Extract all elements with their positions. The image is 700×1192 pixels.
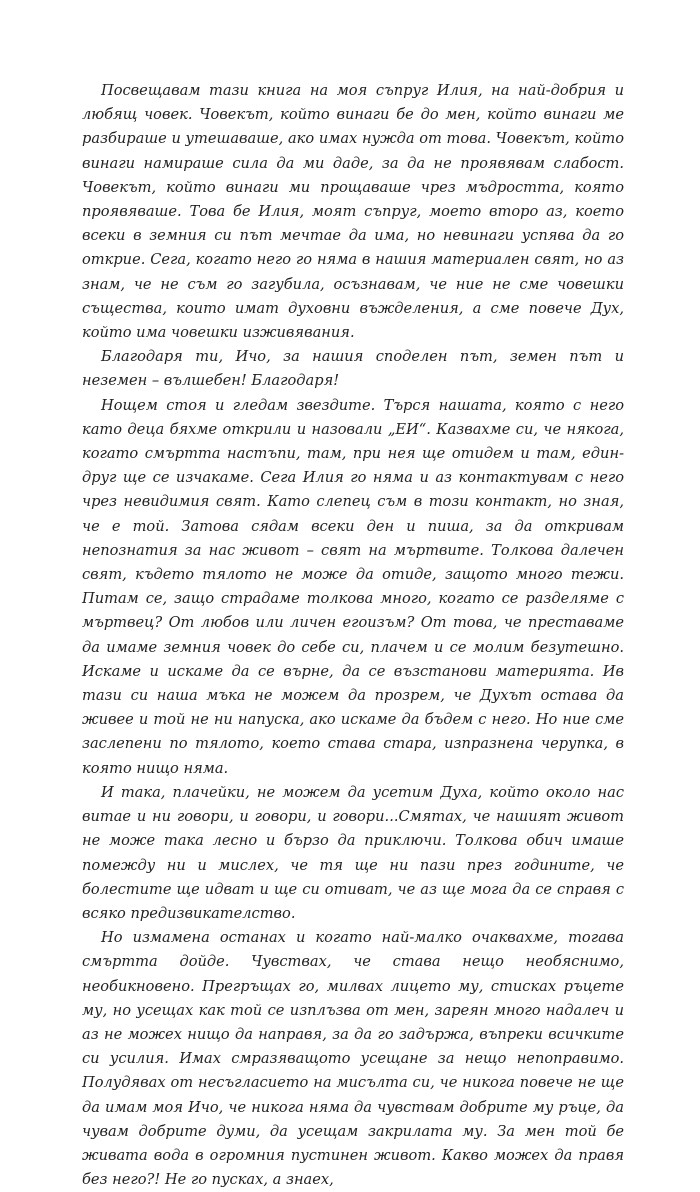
death-paragraph: Но измамена останах и когато най-малко очаквахме, тогава смъртта дойде. Чувствах, че става нещо необяснимо, необикновено. Прегръщах го, милвах лицето му, стисках ръцете му, но усещах как той се изплъзва от мен, зареян много надалеч и аз не можех нищо да направя, за да го задържа, въпреки всичките си усилия. Имах смразяващото усещане за нещо непоправимо. Полудявах от несъгласието на мисълта си, че никога повече не ще да имам моя Ичо, че никога няма да чувствам добрите му ръце, да чувам добрите думи, да усещам закрилата му. За мен той бе живата вода в огромния пустинен живот. Какво можех да правя без него?! Не го пусках, а знаех, bbox=[82, 929, 624, 1189]
dedication-paragraph: Посвещавам тази книга на моя съпруг Илия, на най-добрия и любящ човек. Човекът, който винаги бе до мен, който винаги ме разбираше и утешаваше, ако имах нужда от това. Човекът, който винаги намираше сила да ми даде, за да не проявявам слабост. Човекът, който винаги ми прощаваше чрез мъдростта, която проявяваше. Това бе Илия, моят съпруг, моето второ аз, което всеки в земния си път мечтае да има, но невинаги успява да го открие. Сега, когато него го няма в нашия материален свят, но аз знам, че не съм го загубила, осъзнавам, че ние не сме човешки същества, които имат духовни въжделения, а сме повече Дух, който има човешки изживявания. bbox=[82, 82, 624, 342]
book-page-text bbox=[82, 79, 624, 1192]
thanks-paragraph: Благодаря ти, Ичо, за нашия споделен път, земен път и неземен – вълшебен! Благодаря! bbox=[82, 348, 624, 390]
stars-paragraph: Нощем стоя и гледам звездите. Търся нашата, която с него като деца бяхме открили и назовали „ЕИ“. Казвахме си, че някога, когато смъртта настъпи, там, при нея ще отидем и там, един-друг ще се изчакаме. Сега Илия го няма и аз контактувам с него чрез невидимия свят. Като слепец съм в този контакт, но зная, че е той. Затова сядам всеки ден и пиша, за да откривам непознатия за нас живот – свят на мъртвите. Толкова далечен свят, където тялото не може да отиде, защото много тежи. Питам се, защо страдаме толкова много, когато се разделяме с мъртвец? От любов или личен егоизъм? От това, че преставаме да имаме земния човек до себе си, плачем и се молим безутешно. Искаме и искаме да се върне, да се възстанови материята. Ив тази си наша мъка не можем да прозрем, че Духът остава да живее и той не ни напуска, ако искаме да бъдем с него. Но ние сме заслепени по тялото, което става стара, изпразнена черупка, в която нищо няма. bbox=[82, 396, 624, 777]
crying-paragraph: И така, плачейки, не можем да усетим Духа, който около нас витае и ни говори, и говори, и говори...Смятах, че нашият живот не може така лесно и бързо да приключи. Толкова обич имаше помежду ни и мислех, че тя ще ни пази през годините, че болестите ще идват и ще си отиват, че аз ще мога да се справя с всяко предизвикателство. bbox=[82, 783, 624, 922]
